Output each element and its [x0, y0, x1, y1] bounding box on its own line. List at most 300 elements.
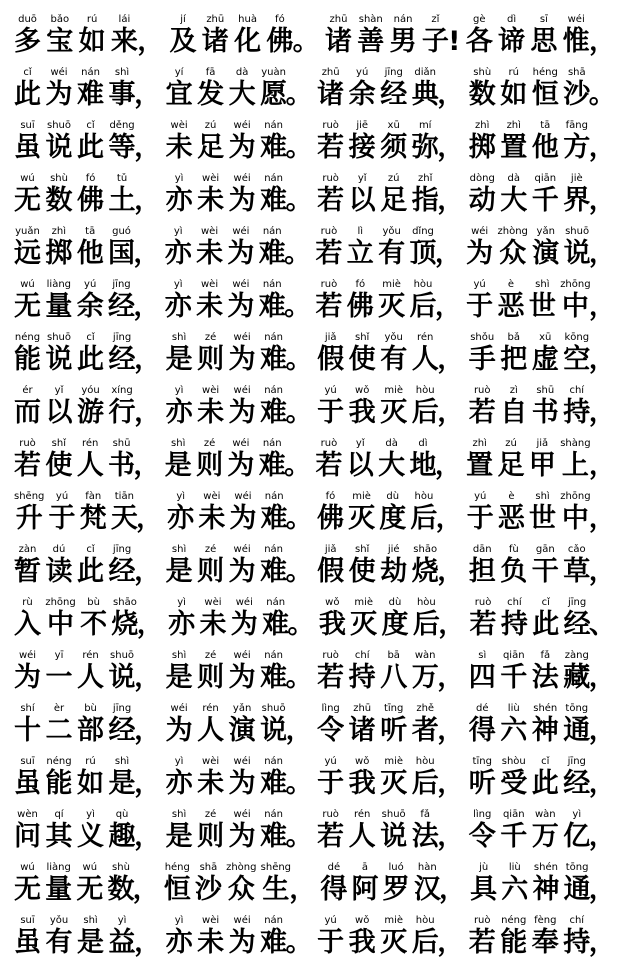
- hanzi-text: 国: [108, 238, 136, 269]
- character-block: [77, 120, 104, 164]
- character-block: [409, 438, 436, 482]
- punctuation-block: [134, 756, 161, 800]
- character-block: [14, 279, 41, 323]
- pinyin-text: nán: [262, 226, 282, 237]
- hanzi-text: 后: [411, 397, 439, 428]
- hanzi-text: ，: [588, 768, 616, 799]
- hanzi-text: ，: [588, 556, 616, 587]
- hanzi-text: 为: [227, 291, 255, 322]
- pinyin-text: tōng: [565, 862, 589, 873]
- hanzi-text: ，: [134, 768, 162, 799]
- pinyin-text: wéi: [18, 650, 37, 661]
- hanzi-text: 此: [532, 609, 560, 640]
- pinyin-text: wèi: [201, 279, 219, 290]
- hanzi-text: 持: [563, 397, 591, 428]
- pinyin-text: tīng: [472, 756, 492, 767]
- pinyin-text: yì: [572, 809, 582, 820]
- character-block: [168, 597, 195, 641]
- punctuation-block: [589, 703, 616, 747]
- pinyin-text: tā: [85, 226, 96, 237]
- hanzi-text: 沙: [563, 79, 591, 110]
- character-block: [378, 438, 405, 482]
- character-block: [229, 491, 256, 535]
- pinyin-text: tā: [540, 120, 551, 131]
- character-block: [532, 385, 559, 429]
- hanzi-text: 灭: [350, 609, 378, 640]
- pinyin-text: shì: [171, 544, 187, 555]
- character-block: [350, 597, 377, 641]
- pinyin-text: zì: [509, 385, 518, 396]
- punctuation-block: [136, 491, 163, 535]
- character-block: [563, 173, 590, 217]
- hanzi-text: 数: [107, 874, 135, 905]
- pinyin-text: shì: [171, 332, 187, 343]
- character-block: [469, 544, 496, 588]
- hanzi-text: 。: [285, 344, 313, 375]
- text-line: [14, 173, 616, 217]
- character-block: [382, 597, 409, 641]
- character-block: [46, 67, 73, 111]
- hanzi-text: 不: [80, 609, 108, 640]
- character-block: [260, 544, 287, 588]
- hanzi-text: 入: [14, 609, 41, 640]
- pinyin-text: gān: [535, 544, 555, 555]
- hanzi-text: 此: [14, 79, 41, 110]
- character-block: [563, 544, 590, 588]
- pinyin-text: shā: [199, 862, 218, 873]
- pinyin-text: shǐ: [51, 438, 66, 449]
- pinyin-text: ruò: [473, 385, 491, 396]
- hanzi-text: ，: [134, 662, 162, 693]
- hanzi-text: 手: [468, 344, 496, 375]
- hanzi-text: 难: [258, 450, 286, 481]
- hanzi-text: 是: [165, 344, 193, 375]
- character-block: [469, 120, 496, 164]
- punctuation-block: [589, 544, 616, 588]
- character-block: [529, 491, 556, 535]
- hanzi-text: 远: [14, 238, 41, 269]
- character-block: [260, 756, 287, 800]
- character-block: [46, 14, 73, 58]
- character-block: [77, 915, 104, 959]
- pinyin-text: rù: [22, 597, 33, 608]
- hanzi-text: ，: [132, 874, 160, 905]
- hanzi-text: 灭: [380, 768, 408, 799]
- hanzi-text: 虚: [531, 344, 559, 375]
- pinyin-text: zú: [505, 438, 517, 449]
- punctuation-block: [437, 703, 464, 747]
- character-block: [259, 279, 286, 323]
- pinyin-text: wèi: [204, 597, 222, 608]
- pinyin-text: diǎn: [414, 67, 436, 78]
- hanzi-text: ，: [588, 503, 616, 534]
- punctuation-block: [134, 544, 161, 588]
- hanzi-text: 读: [45, 556, 73, 587]
- punctuation-block: [437, 809, 464, 853]
- hanzi-text: 宝: [46, 26, 74, 57]
- pinyin-text: nán: [264, 650, 284, 661]
- character-block: [108, 226, 135, 270]
- pinyin-text: wèi: [201, 226, 219, 237]
- pinyin-text: nán: [266, 597, 286, 608]
- pinyin-text: zhōng: [560, 491, 591, 502]
- character-block: [166, 650, 193, 694]
- character-block: [80, 597, 107, 641]
- punctuation-block: [589, 438, 616, 482]
- character-block: [500, 120, 527, 164]
- pinyin-text: chí: [569, 915, 585, 926]
- character-block: [14, 14, 41, 58]
- hanzi-text: ，: [134, 344, 162, 375]
- pinyin-text: miè: [382, 279, 401, 290]
- hanzi-text: 听: [380, 715, 408, 746]
- character-block: [197, 385, 224, 429]
- pinyin-text: shǐ: [355, 544, 370, 555]
- pinyin-text: shuō: [381, 809, 406, 820]
- character-block: [349, 385, 376, 429]
- character-block: [164, 862, 191, 906]
- hanzi-text: 难: [260, 185, 288, 216]
- character-block: [564, 226, 591, 270]
- pinyin-text: hòu: [415, 756, 435, 767]
- hanzi-text: 为: [228, 768, 256, 799]
- punctuation-block: [589, 756, 616, 800]
- pinyin-text: zhū: [353, 703, 372, 714]
- pinyin-text: jié: [387, 544, 400, 555]
- hanzi-text: 未: [199, 609, 227, 640]
- hanzi-text: 足: [380, 185, 408, 216]
- hanzi-text: 大: [228, 79, 256, 110]
- hanzi-text: 众: [499, 238, 527, 269]
- pinyin-text: miè: [352, 491, 371, 502]
- pinyin-text: wèi: [170, 120, 188, 131]
- character-block: [317, 120, 344, 164]
- hanzi-text: 假: [317, 344, 345, 375]
- character-block: [14, 703, 41, 747]
- pinyin-text: jí: [180, 14, 186, 25]
- pinyin-text: dé: [475, 703, 489, 714]
- hanzi-text: 亦: [165, 927, 193, 958]
- pinyin-text: yì: [173, 226, 183, 237]
- hanzi-text: 千: [531, 185, 559, 216]
- hanzi-text: 亦: [164, 291, 192, 322]
- pinyin-text: guó: [112, 226, 131, 237]
- hanzi-text: 人: [77, 662, 105, 693]
- character-block: [412, 120, 439, 164]
- hanzi-text: 为: [228, 132, 256, 163]
- pinyin-text: rén: [353, 809, 371, 820]
- punctuation-block: [134, 385, 161, 429]
- hanzi-text: 是: [165, 556, 193, 587]
- character-block: [46, 544, 73, 588]
- character-block: [412, 544, 439, 588]
- pinyin-text: cǐ: [86, 332, 95, 343]
- pinyin-text: yī: [54, 650, 64, 661]
- character-block: [109, 809, 136, 853]
- hanzi-text: ，: [434, 238, 462, 269]
- hanzi-text: 宜: [165, 79, 193, 110]
- hanzi-text: 。: [285, 79, 313, 110]
- hanzi-text: 甲: [528, 450, 556, 481]
- character-block: [234, 14, 261, 58]
- pinyin-text: shén: [533, 862, 558, 873]
- pinyin-text: cǎo: [567, 544, 586, 555]
- pinyin-text: rén: [82, 650, 99, 661]
- hanzi-text: 虽: [14, 132, 41, 163]
- hanzi-text: 数: [468, 79, 496, 110]
- character-block: [315, 438, 342, 482]
- hanzi-text: 无: [14, 874, 41, 905]
- pinyin-text: rén: [81, 438, 99, 449]
- hanzi-text: 难: [262, 609, 290, 640]
- pinyin-text: rén: [202, 703, 219, 714]
- character-block: [532, 67, 559, 111]
- pinyin-text: yǎn: [232, 703, 252, 714]
- character-block: [380, 915, 407, 959]
- pinyin-text: fù: [508, 544, 519, 555]
- hanzi-text: 佛: [316, 503, 344, 534]
- hanzi-text: 灭: [380, 397, 408, 428]
- pinyin-text: hòu: [414, 491, 434, 502]
- hanzi-text: 经: [108, 291, 136, 322]
- hanzi-text: 经: [380, 79, 408, 110]
- character-block: [229, 544, 256, 588]
- character-block: [199, 597, 226, 641]
- hanzi-text: ，: [134, 927, 162, 958]
- text-line: [14, 650, 616, 694]
- pinyin-text: chí: [569, 385, 585, 396]
- hanzi-text: 来: [110, 26, 138, 57]
- hanzi-text: 人: [76, 450, 104, 481]
- character-block: [197, 809, 224, 853]
- character-block: [380, 67, 407, 111]
- pinyin-text: shì: [171, 809, 187, 820]
- character-block: [197, 332, 224, 376]
- hanzi-text: 部: [77, 715, 105, 746]
- character-block: [77, 385, 104, 429]
- pinyin-text: zhì: [472, 438, 487, 449]
- character-block: [109, 332, 136, 376]
- hanzi-text: ，: [134, 79, 162, 110]
- pinyin-text: yú: [55, 491, 69, 502]
- pinyin-text: xū: [539, 332, 552, 343]
- pinyin-text: jīng: [112, 279, 131, 290]
- hanzi-text: 负: [500, 556, 528, 587]
- pinyin-text: shén: [533, 703, 558, 714]
- text-line: [14, 226, 616, 270]
- hanzi-text: 立: [346, 238, 374, 269]
- character-block: [409, 279, 436, 323]
- pinyin-text: wéi: [232, 226, 250, 237]
- hanzi-text: 为: [230, 609, 258, 640]
- punctuation-block: [134, 650, 161, 694]
- hanzi-text: 如: [77, 768, 105, 799]
- pinyin-text: chí: [507, 597, 522, 608]
- hanzi-text: 足: [197, 132, 225, 163]
- punctuation-block: [589, 279, 616, 323]
- hanzi-text: 世: [529, 503, 557, 534]
- character-block: [109, 385, 136, 429]
- character-block: [380, 544, 407, 588]
- hanzi-text: 佛: [346, 291, 374, 322]
- character-block: [260, 332, 287, 376]
- punctuation-block: [437, 67, 464, 111]
- pinyin-text: hòu: [415, 385, 435, 396]
- hanzi-text: 经: [563, 609, 591, 640]
- pinyin-text: suī: [20, 915, 35, 926]
- character-block: [532, 650, 559, 694]
- hanzi-text: 灭: [378, 291, 406, 322]
- hanzi-text: 持: [563, 927, 591, 958]
- character-block: [111, 597, 138, 641]
- hanzi-text: 我: [348, 768, 376, 799]
- character-block: [500, 650, 527, 694]
- character-block: [563, 14, 590, 58]
- hanzi-text: ，: [437, 344, 465, 375]
- text-line: [14, 120, 616, 164]
- character-block: [77, 650, 104, 694]
- hanzi-text: 问: [14, 821, 41, 852]
- hanzi-text: 天: [110, 503, 138, 534]
- hanzi-text: 草: [563, 556, 591, 587]
- punctuation-block: [437, 385, 464, 429]
- hanzi-text: 。: [285, 185, 313, 216]
- character-block: [469, 67, 496, 111]
- punctuation-block: [133, 438, 160, 482]
- character-block: [77, 332, 104, 376]
- character-block: [262, 597, 289, 641]
- hanzi-text: 劫: [380, 556, 408, 587]
- pinyin-text: wú: [20, 862, 35, 873]
- hanzi-text: 亦: [165, 185, 193, 216]
- punctuation-block: [435, 226, 462, 270]
- character-block: [229, 173, 256, 217]
- hanzi-text: 后: [409, 291, 437, 322]
- hanzi-text: 后: [412, 609, 440, 640]
- pinyin-text: shēng: [260, 862, 292, 873]
- hanzi-text: 行: [108, 397, 136, 428]
- punctuation-block: [286, 491, 313, 535]
- hanzi-text: 大: [378, 450, 406, 481]
- hanzi-text: 亿: [563, 821, 591, 852]
- hanzi-text: 世: [528, 291, 556, 322]
- hanzi-text: 得: [468, 715, 496, 746]
- text-line: [14, 279, 616, 323]
- pinyin-text: shì: [535, 491, 550, 502]
- character-block: [109, 915, 136, 959]
- pinyin-text: jīng: [567, 756, 586, 767]
- character-block: [46, 650, 73, 694]
- pinyin-text: zhū: [206, 14, 225, 25]
- character-block: [80, 491, 107, 535]
- hanzi-text: 于: [48, 503, 76, 534]
- pinyin-text: wéi: [471, 226, 489, 237]
- character-block: [498, 226, 528, 270]
- hanzi-text: 中: [561, 291, 589, 322]
- character-block: [378, 279, 405, 323]
- pinyin-text: suī: [20, 756, 35, 767]
- hanzi-text: 梵: [79, 503, 107, 534]
- pinyin-text: cǐ: [86, 544, 95, 555]
- character-block: [169, 14, 196, 58]
- pinyin-text: néng: [46, 756, 72, 767]
- hanzi-text: ，: [434, 291, 462, 322]
- character-block: [469, 703, 496, 747]
- hanzi-text: 典: [411, 79, 439, 110]
- hanzi-text: 掷: [468, 132, 496, 163]
- pinyin-text: zhōng: [45, 597, 76, 608]
- hanzi-text: 经: [563, 768, 591, 799]
- pinyin-text: zé: [204, 650, 217, 661]
- hanzi-text: 难: [258, 291, 286, 322]
- pinyin-text: shuō: [565, 226, 590, 237]
- character-block: [352, 862, 379, 906]
- pinyin-text: zú: [204, 120, 217, 131]
- character-block: [412, 385, 439, 429]
- hanzi-text: 烧: [111, 609, 139, 640]
- character-block: [77, 703, 104, 747]
- pinyin-text: liù: [508, 862, 521, 873]
- hanzi-text: 藏: [563, 662, 591, 693]
- hanzi-text: 为: [228, 185, 256, 216]
- hanzi-text: ，: [588, 185, 616, 216]
- character-block: [197, 120, 224, 164]
- pinyin-text: zhì: [51, 226, 67, 237]
- hanzi-text: 足: [497, 450, 525, 481]
- hanzi-text: 。: [285, 397, 313, 428]
- hanzi-text: 听: [468, 768, 496, 799]
- pinyin-text: wéi: [234, 491, 252, 502]
- hanzi-text: 地: [409, 450, 437, 481]
- pinyin-text: yǒu: [382, 226, 401, 237]
- hanzi-text: 罗: [382, 874, 410, 905]
- pinyin-text: shì: [114, 756, 130, 767]
- pinyin-text: zhū: [329, 14, 348, 25]
- pinyin-text: nán: [264, 491, 284, 502]
- pinyin-text: shāo: [413, 544, 438, 555]
- pinyin-text: zhě: [416, 703, 435, 714]
- character-block: [529, 438, 556, 482]
- hanzi-text: ，: [437, 185, 465, 216]
- hanzi-text: 无: [76, 874, 104, 905]
- pinyin-text: gè: [473, 14, 486, 25]
- pinyin-text: wèn: [17, 809, 38, 820]
- hanzi-text: 佛: [266, 26, 294, 57]
- hanzi-text: 使: [45, 450, 73, 481]
- pinyin-text: dì: [507, 14, 517, 25]
- character-block: [260, 915, 287, 959]
- hanzi-text: 此: [77, 132, 105, 163]
- hanzi-text: 则: [196, 450, 224, 481]
- pinyin-text: miè: [384, 915, 404, 926]
- punctuation-block: [589, 226, 616, 270]
- punctuation-block: [286, 332, 313, 376]
- character-block: [197, 67, 224, 111]
- pinyin-text: liù: [507, 703, 520, 714]
- pinyin-text: shàn: [358, 14, 383, 25]
- pinyin-text: yì: [174, 173, 184, 184]
- character-block: [14, 756, 41, 800]
- character-block: [46, 703, 73, 747]
- pinyin-text: miè: [384, 385, 404, 396]
- hanzi-text: 后: [410, 503, 438, 534]
- punctuation-block: [286, 173, 313, 217]
- hanzi-text: 游: [77, 397, 105, 428]
- character-block: [469, 809, 496, 853]
- hanzi-text: 十: [14, 715, 41, 746]
- character-block: [500, 385, 527, 429]
- punctuation-block: [589, 67, 616, 111]
